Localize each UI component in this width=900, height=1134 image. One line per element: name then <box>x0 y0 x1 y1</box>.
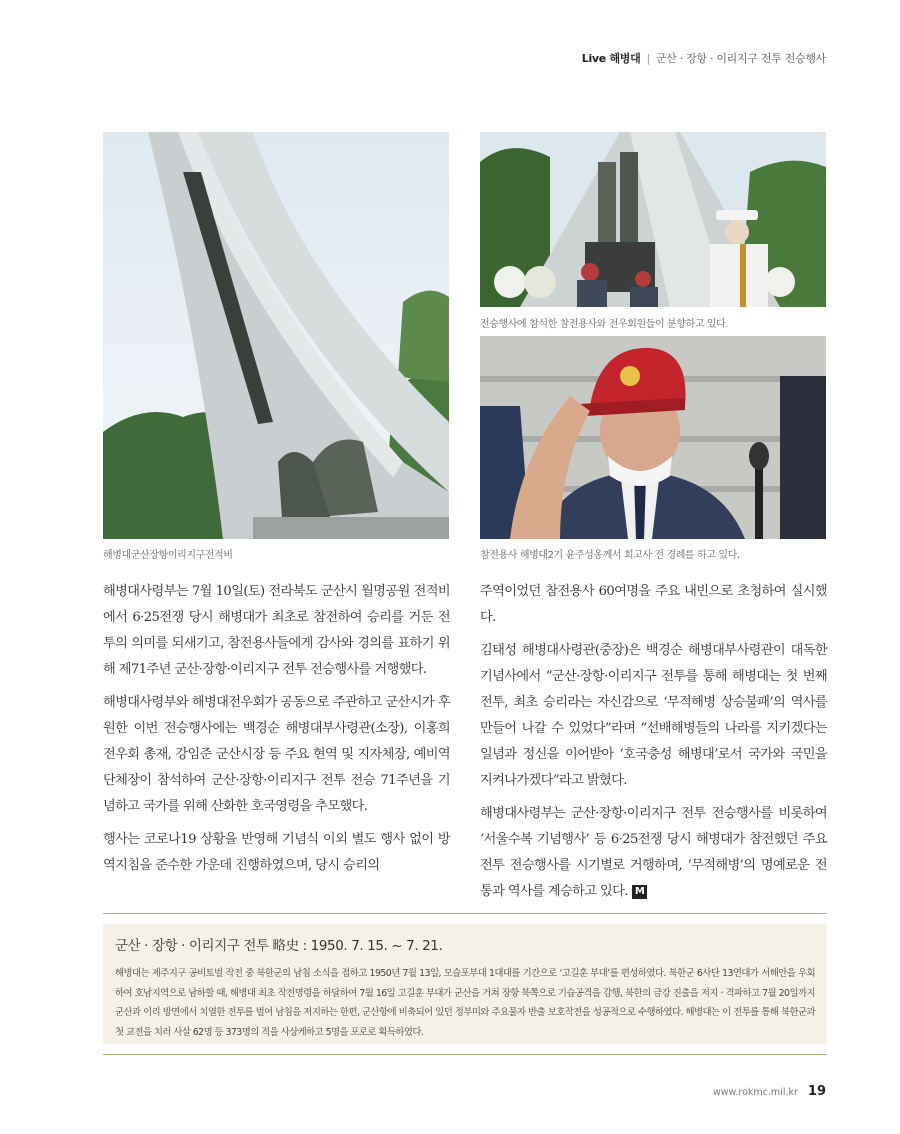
box-top-rule <box>103 913 827 914</box>
page-number: 19 <box>807 1084 826 1099</box>
article-paragraph-text: 해병대사령부는 군산·장항·이리지구 전투 전승행사를 비롯하여 ‘서울수복 기념행사’ 등 6·25전쟁 당시 해병대가 참전했던 주요 전투 전승행사를 시기별로 거행하며, ‘무적해병’의 명예로운 전통과 역사를 계승하고 있다. <box>480 806 827 899</box>
article-paragraph: 김태성 해병대사령관(중장)은 백경순 해병대부사령관이 대독한 기념사에서 “군산·장항·이리지구 전투를 통해 해병대는 첫 번째 전투, 최초 승리라는 자신감으로 ‘무적해병 상승불패’의 역사를 만들어 나갈 수 있었다”라며 “선배해병들의 나라를 지키겠다는 일념과 정신을 이어받아 ‘호국충성 해병대’로서 국가와 국민을 지켜나가겠다”라고 밝혔다. <box>480 643 827 788</box>
header-section: Live 해병대 <box>581 52 641 65</box>
header-separator: | <box>646 52 650 65</box>
memorial-photo-caption: 해병대군산장항이리지구전적비 <box>103 550 233 561</box>
article-paragraph-last <box>480 801 827 905</box>
article-paragraph: 해병대사령부는 7월 10일(토) 전라북도 군산시 월명공원 전적비에서 6·25전쟁 당시 해병대가 최초로 참전하여 승리를 거둔 전투의 의미를 되새기고, 참전용사들에게 감사와 경의를 표하기 위해 제71주년 군산·장항·이리지구 전투 전승행사를 거행했다. <box>103 584 450 677</box>
history-box <box>103 924 827 1044</box>
page-footer <box>713 1084 826 1099</box>
history-box-text: 해병대는 제주지구 공비토벌 작전 중 북한군의 남침 소식을 접하고 1950년 7월 13일, 모슬포부대 1대대를 기간으로 ‘고길훈 부대’를 편성하였다. 북한군 6사단 13연대가 서해안을 우회하여 호남지역으로 남하할 때, 해병대 최초 작전명령을 하달하여 7월 16일 고길훈 부대가 군산을 거쳐 장항 북쪽으로 기습공격을 감행, 북한의 금강 진출을 저지 · 격파하고 7월 20일까지 군산과 이리 방면에서 치열한 전투를 벌여 남침을 저지하는 한편, 군산항에 비축되어 있던 정부미와 주요물자 반출 보호작전을 성공적으로 수행하였다. 해병대는 이 전투를 통해 북한군과 첫 교전을 치러 사살 62명 등 373명의 적을 사상케하고 5명을 포로로 획득하였다. <box>115 968 815 1038</box>
veteran-salute-photo <box>480 336 826 539</box>
article-paragraph: 해병대사령부와 해병대전우회가 공동으로 주관하고 군산시가 후원한 이번 전승행사에는 백경순 해병대부사령관(소장), 이홍희 전우회 총재, 강임준 군산시장 등 주요 현역 및 지자체장, 예비역 단체장이 참석하여 군산·장항·이리지구 전투 전승 71주년을 기념하고 국가를 위해 산화한 호국영령을 추모했다. <box>103 695 450 814</box>
ceremony-incense-photo <box>480 132 826 307</box>
veteran-photo-caption: 참전용사 해병대2기 윤주성옹께서 회고사 전 경례를 하고 있다. <box>480 550 740 561</box>
memorial-monument-photo <box>103 132 449 539</box>
article-paragraph: 주역이었던 참전용사 60여명을 주요 내빈으로 초청하여 실시했다. <box>480 584 827 625</box>
running-header <box>582 50 826 66</box>
ceremony-photo-caption: 전승행사에 참석한 참전용사와 전우회원들이 분향하고 있다. <box>480 319 729 330</box>
article-column-left <box>103 579 450 886</box>
history-box-title: 군산 · 장항 · 이리지구 전투 略史 : 1950. 7. 15. ~ 7. 21. <box>115 938 443 954</box>
article-column-right <box>480 579 827 912</box>
header-title: 군산 · 장항 · 이리지구 전투 전승행사 <box>655 52 826 65</box>
article-paragraph: 행사는 코로나19 상황을 반영해 기념식 이외 별도 행사 없이 방역지침을 준수한 가운데 진행하였으며, 당시 승리의 <box>103 832 450 873</box>
end-mark-icon: M <box>632 885 647 899</box>
box-bottom-rule <box>103 1054 827 1055</box>
footer-url: www.rokmc.mil.kr <box>712 1087 798 1098</box>
